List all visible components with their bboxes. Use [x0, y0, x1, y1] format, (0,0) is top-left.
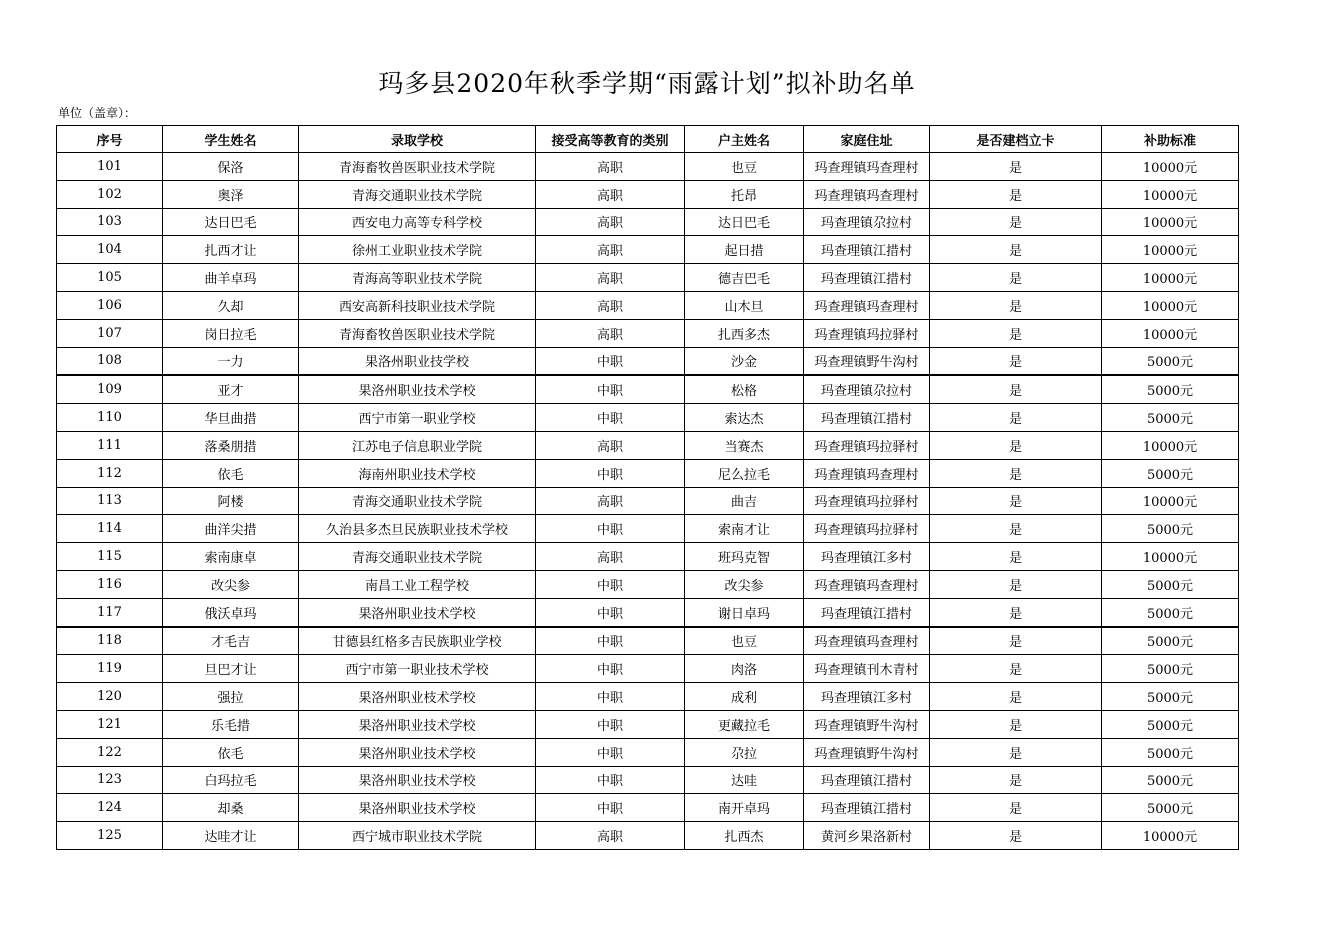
cell-school: 果洛州职业技术学校: [299, 738, 536, 766]
cell-registered: 是: [930, 404, 1102, 432]
cell-registered: 是: [930, 180, 1102, 208]
cell-index: 125: [57, 822, 163, 850]
cell-householder: 成利: [685, 683, 804, 711]
cell-education-type: 高职: [536, 153, 685, 181]
cell-householder: 曲吉: [685, 487, 804, 515]
cell-address: 玛查理镇刊木青村: [804, 655, 930, 683]
cell-subsidy: 5000元: [1102, 570, 1239, 598]
cell-registered: 是: [930, 794, 1102, 822]
cell-registered: 是: [930, 598, 1102, 626]
cell-index: 124: [57, 794, 163, 822]
cell-education-type: 中职: [536, 655, 685, 683]
cell-householder: 班玛克智: [685, 543, 804, 571]
cell-householder: 肉洛: [685, 655, 804, 683]
cell-address: 玛查理镇野牛沟村: [804, 738, 930, 766]
cell-householder: 达哇: [685, 766, 804, 794]
cell-index: 106: [57, 291, 163, 319]
cell-index: 119: [57, 655, 163, 683]
cell-subsidy: 10000元: [1102, 208, 1239, 236]
cell-student-name: 保洛: [163, 153, 299, 181]
table-row: [57, 766, 1239, 794]
cell-student-name: 却桑: [163, 794, 299, 822]
cell-index: 113: [57, 487, 163, 515]
cell-student-name: 乐毛措: [163, 710, 299, 738]
cell-address: 玛查理镇野牛沟村: [804, 347, 930, 375]
cell-registered: 是: [930, 319, 1102, 347]
cell-registered: 是: [930, 655, 1102, 683]
cell-index: 118: [57, 627, 163, 655]
cell-index: 123: [57, 766, 163, 794]
table-row: [57, 208, 1239, 236]
cell-education-type: 中职: [536, 794, 685, 822]
cell-address: 玛查理镇玛查理村: [804, 627, 930, 655]
cell-student-name: 扎西才让: [163, 236, 299, 264]
table-row: [57, 822, 1239, 850]
cell-student-name: 白玛拉毛: [163, 766, 299, 794]
cell-registered: 是: [930, 683, 1102, 711]
table-row: [57, 153, 1239, 181]
cell-education-type: 高职: [536, 291, 685, 319]
cell-student-name: 奥泽: [163, 180, 299, 208]
cell-address: 玛查理镇玛拉驿村: [804, 431, 930, 459]
header-cell-subsidy: 补助标准: [1102, 126, 1239, 153]
cell-student-name: 索南康卓: [163, 543, 299, 571]
cell-student-name: 俄沃卓玛: [163, 598, 299, 626]
cell-index: 122: [57, 738, 163, 766]
cell-education-type: 中职: [536, 627, 685, 655]
table-row: [57, 655, 1239, 683]
cell-student-name: 强拉: [163, 683, 299, 711]
cell-householder: 尕拉: [685, 738, 804, 766]
page-title: 玛多县2020年秋季学期“雨露计划”拟补助名单: [378, 69, 916, 98]
header-cell-index: 序号: [57, 126, 163, 153]
cell-index: 108: [57, 347, 163, 375]
cell-student-name: 曲洋尖措: [163, 515, 299, 543]
cell-registered: 是: [930, 570, 1102, 598]
cell-school: 西安高新科技职业技术学院: [299, 291, 536, 319]
header-row: [57, 126, 1239, 153]
cell-education-type: 中职: [536, 570, 685, 598]
cell-address: 玛查理镇玛拉驿村: [804, 319, 930, 347]
cell-subsidy: 10000元: [1102, 822, 1239, 850]
cell-registered: 是: [930, 515, 1102, 543]
cell-address: 玛查理镇玛拉驿村: [804, 515, 930, 543]
cell-address: 玛查理镇尕拉村: [804, 375, 930, 403]
cell-education-type: 高职: [536, 180, 685, 208]
cell-subsidy: 5000元: [1102, 710, 1239, 738]
cell-subsidy: 10000元: [1102, 543, 1239, 571]
table-row: [57, 487, 1239, 515]
cell-subsidy: 5000元: [1102, 598, 1239, 626]
header-cell-school: 录取学校: [299, 126, 536, 153]
cell-subsidy: 10000元: [1102, 431, 1239, 459]
cell-registered: 是: [930, 236, 1102, 264]
cell-school: 久治县多杰旦民族职业技术学校: [299, 515, 536, 543]
cell-registered: 是: [930, 347, 1102, 375]
cell-subsidy: 5000元: [1102, 515, 1239, 543]
cell-householder: 当赛杰: [685, 431, 804, 459]
cell-index: 105: [57, 264, 163, 292]
cell-index: 116: [57, 570, 163, 598]
cell-school: 西安电力高等专科学校: [299, 208, 536, 236]
cell-school: 果洛州职业技术学校: [299, 375, 536, 403]
cell-student-name: 改尖参: [163, 570, 299, 598]
header-cell-education-type: 接受高等教育的类别: [536, 126, 685, 153]
cell-householder: 索达杰: [685, 404, 804, 432]
cell-address: 玛查理镇玛查理村: [804, 459, 930, 487]
cell-index: 121: [57, 710, 163, 738]
table-body: [57, 153, 1239, 850]
cell-student-name: 阿楼: [163, 487, 299, 515]
cell-address: 玛查理镇江多村: [804, 543, 930, 571]
cell-education-type: 中职: [536, 710, 685, 738]
table-row: [57, 570, 1239, 598]
cell-education-type: 中职: [536, 766, 685, 794]
cell-address: 玛查理镇江措村: [804, 794, 930, 822]
cell-school: 西宁城市职业技术学院: [299, 822, 536, 850]
cell-education-type: 高职: [536, 822, 685, 850]
cell-registered: 是: [930, 208, 1102, 236]
cell-householder: 扎西多杰: [685, 319, 804, 347]
table-row: [57, 627, 1239, 655]
cell-subsidy: 10000元: [1102, 153, 1239, 181]
cell-registered: 是: [930, 487, 1102, 515]
cell-education-type: 高职: [536, 543, 685, 571]
cell-index: 104: [57, 236, 163, 264]
header-cell-householder: 户主姓名: [685, 126, 804, 153]
cell-subsidy: 10000元: [1102, 487, 1239, 515]
cell-householder: 也豆: [685, 153, 804, 181]
cell-index: 103: [57, 208, 163, 236]
cell-school: 徐州工业职业技术学院: [299, 236, 536, 264]
cell-registered: 是: [930, 459, 1102, 487]
cell-education-type: 中职: [536, 515, 685, 543]
subsidy-table: [56, 125, 1239, 850]
cell-student-name: 依毛: [163, 738, 299, 766]
cell-householder: 更藏拉毛: [685, 710, 804, 738]
cell-subsidy: 5000元: [1102, 683, 1239, 711]
table-row: [57, 236, 1239, 264]
cell-registered: 是: [930, 710, 1102, 738]
cell-student-name: 亚才: [163, 375, 299, 403]
cell-subsidy: 10000元: [1102, 180, 1239, 208]
cell-householder: 改尖参: [685, 570, 804, 598]
cell-address: 玛查理镇玛查理村: [804, 180, 930, 208]
table-row: [57, 683, 1239, 711]
cell-householder: 德吉巴毛: [685, 264, 804, 292]
cell-education-type: 中职: [536, 598, 685, 626]
table-row: [57, 291, 1239, 319]
cell-index: 109: [57, 375, 163, 403]
cell-education-type: 高职: [536, 319, 685, 347]
cell-education-type: 高职: [536, 431, 685, 459]
cell-address: 玛查理镇玛查理村: [804, 291, 930, 319]
cell-school: 江苏电子信息职业学院: [299, 431, 536, 459]
cell-school: 青海交通职业技术学院: [299, 487, 536, 515]
cell-subsidy: 5000元: [1102, 347, 1239, 375]
cell-registered: 是: [930, 264, 1102, 292]
header-cell-registered: 是否建档立卡: [930, 126, 1102, 153]
cell-householder: 沙金: [685, 347, 804, 375]
unit-label: 单位（盖章）：: [58, 106, 137, 120]
table-row: [57, 375, 1239, 403]
cell-subsidy: 5000元: [1102, 794, 1239, 822]
cell-student-name: 曲羊卓玛: [163, 264, 299, 292]
cell-address: 玛查理镇尕拉村: [804, 208, 930, 236]
cell-index: 101: [57, 153, 163, 181]
cell-householder: 山木旦: [685, 291, 804, 319]
table-row: [57, 404, 1239, 432]
cell-student-name: 达日巴毛: [163, 208, 299, 236]
cell-registered: 是: [930, 822, 1102, 850]
cell-school: 青海畜牧兽医职业技术学院: [299, 319, 536, 347]
cell-householder: 扎西杰: [685, 822, 804, 850]
cell-address: 玛查理镇江措村: [804, 598, 930, 626]
cell-student-name: 岗日拉毛: [163, 319, 299, 347]
cell-student-name: 落桑朋措: [163, 431, 299, 459]
cell-address: 玛查理镇玛查理村: [804, 153, 930, 181]
table-row: [57, 180, 1239, 208]
cell-education-type: 中职: [536, 375, 685, 403]
cell-registered: 是: [930, 627, 1102, 655]
cell-registered: 是: [930, 738, 1102, 766]
cell-index: 111: [57, 431, 163, 459]
cell-index: 112: [57, 459, 163, 487]
cell-school: 果洛州职业技术学校: [299, 794, 536, 822]
cell-registered: 是: [930, 766, 1102, 794]
cell-student-name: 达哇才让: [163, 822, 299, 850]
header-cell-student-name: 学生姓名: [163, 126, 299, 153]
cell-householder: 尼么拉毛: [685, 459, 804, 487]
cell-school: 南昌工业工程学校: [299, 570, 536, 598]
cell-education-type: 中职: [536, 459, 685, 487]
cell-subsidy: 5000元: [1102, 375, 1239, 403]
cell-subsidy: 5000元: [1102, 404, 1239, 432]
cell-index: 115: [57, 543, 163, 571]
cell-index: 117: [57, 598, 163, 626]
cell-address: 玛查理镇玛拉驿村: [804, 487, 930, 515]
cell-student-name: 依毛: [163, 459, 299, 487]
cell-householder: 松格: [685, 375, 804, 403]
cell-householder: 托昂: [685, 180, 804, 208]
table-row: [57, 710, 1239, 738]
cell-school: 果洛州职业技术学校: [299, 710, 536, 738]
cell-householder: 南开卓玛: [685, 794, 804, 822]
cell-subsidy: 10000元: [1102, 291, 1239, 319]
cell-school: 西宁市第一职业学校: [299, 404, 536, 432]
table-row: [57, 347, 1239, 375]
cell-subsidy: 5000元: [1102, 459, 1239, 487]
cell-student-name: 华旦曲措: [163, 404, 299, 432]
cell-address: 玛查理镇野牛沟村: [804, 710, 930, 738]
cell-school: 青海高等职业技术学院: [299, 264, 536, 292]
cell-education-type: 高职: [536, 264, 685, 292]
cell-school: 青海畜牧兽医职业技术学院: [299, 153, 536, 181]
cell-school: 西宁市第一职业技术学校: [299, 655, 536, 683]
cell-householder: 谢日卓玛: [685, 598, 804, 626]
cell-subsidy: 5000元: [1102, 766, 1239, 794]
cell-householder: 达日巴毛: [685, 208, 804, 236]
cell-education-type: 高职: [536, 208, 685, 236]
cell-school: 青海交通职业技术学院: [299, 543, 536, 571]
header-cell-address: 家庭住址: [804, 126, 930, 153]
table-row: [57, 431, 1239, 459]
table-row: [57, 264, 1239, 292]
cell-school: 甘德县红格多吉民族职业学校: [299, 627, 536, 655]
cell-education-type: 中职: [536, 404, 685, 432]
cell-index: 102: [57, 180, 163, 208]
cell-school: 果洛州职业技学校: [299, 347, 536, 375]
cell-registered: 是: [930, 543, 1102, 571]
cell-student-name: 才毛吉: [163, 627, 299, 655]
table-row: [57, 738, 1239, 766]
cell-registered: 是: [930, 291, 1102, 319]
cell-education-type: 高职: [536, 236, 685, 264]
cell-education-type: 中职: [536, 683, 685, 711]
cell-address: 玛查理镇江措村: [804, 264, 930, 292]
cell-address: 玛查理镇江措村: [804, 766, 930, 794]
cell-householder: 起日措: [685, 236, 804, 264]
cell-index: 110: [57, 404, 163, 432]
cell-subsidy: 5000元: [1102, 655, 1239, 683]
table-row: [57, 459, 1239, 487]
cell-index: 120: [57, 683, 163, 711]
table-row: [57, 794, 1239, 822]
cell-index: 114: [57, 515, 163, 543]
table-row: [57, 598, 1239, 626]
cell-registered: 是: [930, 153, 1102, 181]
cell-school: 果洛州职业枝术学校: [299, 683, 536, 711]
cell-subsidy: 10000元: [1102, 264, 1239, 292]
cell-subsidy: 5000元: [1102, 627, 1239, 655]
cell-education-type: 中职: [536, 347, 685, 375]
table-row: [57, 319, 1239, 347]
cell-householder: 也豆: [685, 627, 804, 655]
cell-address: 黄河乡果洛新村: [804, 822, 930, 850]
cell-school: 海南州职业技术学校: [299, 459, 536, 487]
cell-school: 果洛州职业技术学校: [299, 766, 536, 794]
cell-address: 玛查理镇江多村: [804, 683, 930, 711]
cell-student-name: 一力: [163, 347, 299, 375]
cell-subsidy: 10000元: [1102, 236, 1239, 264]
cell-education-type: 高职: [536, 487, 685, 515]
cell-subsidy: 10000元: [1102, 319, 1239, 347]
cell-index: 107: [57, 319, 163, 347]
table-row: [57, 543, 1239, 571]
cell-education-type: 中职: [536, 738, 685, 766]
cell-student-name: 久却: [163, 291, 299, 319]
table-row: [57, 515, 1239, 543]
cell-registered: 是: [930, 375, 1102, 403]
cell-address: 玛查理镇江措村: [804, 404, 930, 432]
cell-school: 果洛州职业技术学校: [299, 598, 536, 626]
cell-address: 玛查理镇玛查理村: [804, 570, 930, 598]
cell-householder: 索南才让: [685, 515, 804, 543]
cell-address: 玛查理镇江措村: [804, 236, 930, 264]
cell-registered: 是: [930, 431, 1102, 459]
cell-student-name: 旦巴才让: [163, 655, 299, 683]
cell-school: 青海交通职业技术学院: [299, 180, 536, 208]
cell-subsidy: 5000元: [1102, 738, 1239, 766]
